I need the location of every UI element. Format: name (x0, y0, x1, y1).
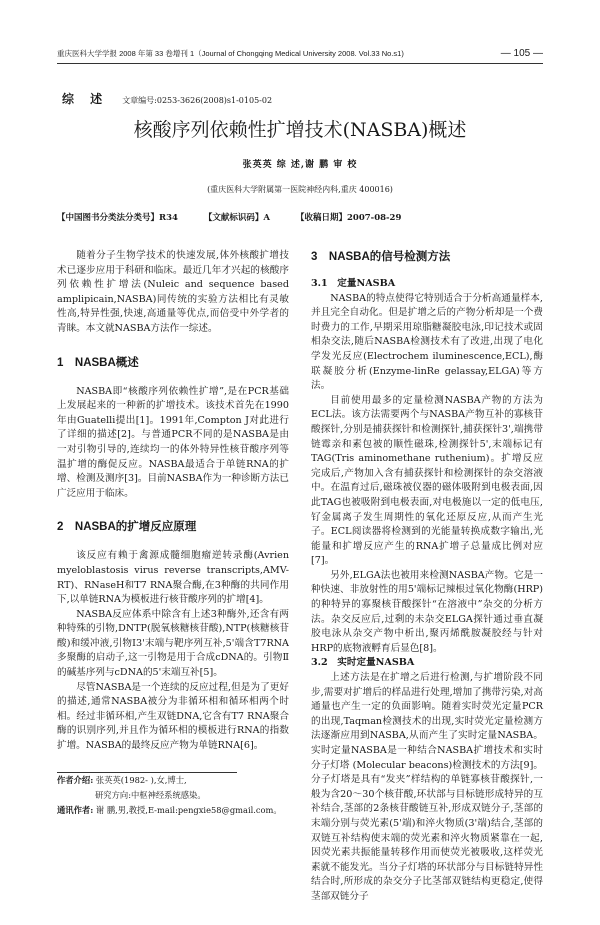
classification-number: 【中国图书分类法分类号】R34 (57, 213, 178, 223)
subsection-3-1-paragraph-2: 目前使用最多的定量检测NASBA产物的方法为ECL法。该方法需要两个与NASBA产物互补的寡核苷酸探针,分别是捕获探针和检测探针,捕获探针3',端携带链霉亲和素包被的顺性磁珠,检测探针5',末端标记有TAG(Tris aminomethane ruthenium)。扩增反应完成后,产物加入含有捕获探针和检测探针的杂交溶液中。在温育过后,磁珠被仪器的磁体吸附到电极表面,因此TAG也被吸附到电极表面,对电极施以一定的低电压,钌金属离子发生周期性的氧化还原反应,从而产生光子。ECL阅读器将检测到的光能量转换成数字输出,光能量和扩增反应产生的RNA扩增子总量成比例对应[7]。 (311, 394, 543, 567)
article-type: 综 述 (62, 92, 109, 106)
article-number: 文章编号:0253-3626(2008)s1-0105-02 (122, 96, 273, 105)
section-1-paragraph: NASBA即“核酸序列依赖性扩增”,是在PCR基础上发展起来的一种新的扩增技术。该技术首先在1990年由Guatelli提出[1]。1991年,Compton J对此进行了详细的描述[2]。与普通PCR不同的是NASBA是由一对引物引导的,连续均一的体外特异性核苷酸序列等温扩增的酶促反应。NASBA最适合于单链RNA的扩增、检测及测序[3]。目前NASBA作为一种诊断方法已广泛应用于临床。 (57, 385, 289, 499)
section-2-heading: 2 NASBA的扩增反应原理 (57, 521, 197, 534)
article-type-row (62, 90, 543, 107)
author-intro-label: 作者介绍: (57, 774, 94, 785)
header-rule (57, 63, 543, 64)
authors: 张英英 综 述,谢 鹏 审 校 (242, 160, 358, 170)
corresponding-info: 谢 鹏,男,教授,E-mail:pengxie58@gmail.com。 (95, 804, 282, 815)
author-intro (57, 773, 289, 788)
page-number: — 105 — (500, 48, 543, 59)
section-2-paragraph-2: NASBA反应体系中除含有上述3种酶外,还含有两种特殊的引物,DNTP(脱氧核糖核苷酸),NTP(核糖核苷酸)和缓冲液,引物Ⅰ3'末端与靶序列互补,5'端含T7RNA多聚酶的启动子,这一引物是用于合成cDNA的。引物Ⅱ的碱基序列与cDNA的5'末端互补[5]。 (57, 608, 289, 679)
section-2-paragraph-3: 尽管NASBA是一个连续的反应过程,但是为了更好的描述,通常NASBA被分为非循环相和循环相两个时相。经过非循环相,产生双链DNA,它含有T7 RNA聚合酶的识别序列,并且作为循环相的模板进行RNA的指数扩增。NASBA的最终反应产物为单链RNA[6]。 (57, 681, 289, 752)
document-code: 【文献标识码】A (203, 213, 271, 223)
journal-citation: 重庆医科大学学报 2008 年第 33 卷增刊 1（Journal of Chongqing Medical University 2008. Vol.33 No.s1) (57, 49, 404, 58)
article-title: 核酸序列依赖性扩增技术(NASBA)概述 (133, 119, 467, 141)
right-column (311, 249, 543, 905)
subsection-3-1-paragraph-1: NASBA的特点使得它特别适合于分析高通量样本,并且完全自动化。但是扩增之后的产物分析却是一个费时费力的工作,早期采用琼脂糖凝胶电泳,印记技术或固相杂交法,随后NASBA检测技术有了改进,出现了电化学发光反应(Electrochem iluminescence,ECL),酶联凝胶分析(Enzyme-linRe gelassay,ELGA)等方法。 (311, 292, 543, 392)
running-header (57, 48, 543, 59)
subsection-3-2-heading: 3.2 实时定量NASBA (311, 657, 415, 669)
corresponding-label: 通讯作者: (57, 804, 94, 815)
body-columns (57, 249, 543, 905)
corresponding-author (57, 803, 289, 818)
section-2-paragraph-1: 该反应有赖于禽源成髓细胞瘤逆转录酶(Avrien myeloblastosis virus reverse transcripts,AMV-RT)、RNaseH和T7 RNA聚合酶,在3种酶的共同作用下,以单链RNA为模板进行核苷酸序列的扩增[4]。 (57, 550, 289, 606)
article-metadata (57, 211, 543, 223)
intro-paragraph: 随着分子生物学技术的快速发展,体外核酸扩增技术已逐步应用于科研和临床。最近几年才兴起的核酸序列依赖性扩增法(Nuleic and sequence based amplipicain,NASBA)同传统的实验方法相比有灵敏性高,特异性强,快速,高通量等优点,而倍受中外学者的青睐。本文就NASBA方法作一综述。 (57, 250, 289, 334)
affiliation: (重庆医科大学附属第一医院神经内科,重庆 400016) (207, 185, 393, 194)
subsection-3-1-heading: 3.1 定量NASBA (311, 278, 396, 289)
subsection-3-2-paragraph: 上述方法是在扩增之后进行检测,与扩增阶段不同步,需要对扩增后的样品进行处理,增加了携带污染,对高通量也产生一定的负面影响。随着实时荧光定量PCR的出现,Taqman检测技术的出现,实时荧光定量检测方法逐渐应用到NASBA,从而产生了实时定量NASBA。实时定量NASBA是一种结合NASBA扩增技术和实时分子灯塔 (Molecular beacons)检测技术的方法[9]。分子灯塔是具有“发夹”样结构的单链寡核苷酸探针,一般为含20～30个核苷酸,环状部与目标链形成特异的互补结合,茎部的2条核苷酸链互补,形成双链分子,茎部的末端分别与荧光素(5'端)和淬火物质(3'端)结合,茎部的双链互补结构使末端的荧光素和淬火物质紧靠在一起,因荧光素共振能量转移作用而使荧光被吸收,这样荧光素就不能发光。当分子灯塔的环状部分与目标链特异性结合时,所形成的杂交分子比茎部双链结构更稳定,使得茎部双链分子 (311, 672, 543, 902)
subsection-3-1-paragraph-3: 另外,ELGA法也被用来检测NASBA产物。它是一种快速、非放射性的用5'端标记辣根过氧化物酶(HRP)的种特异的寡聚核苷酸探针“在溶液中”杂交的分析方法。杂交反应后,过剩的未杂交ELGA探针通过垂直凝胶电泳从杂交产物中析出,聚丙烯酰胺凝胶经与针对HRP的底物液孵育后显色[8]。 (311, 569, 543, 654)
research-direction: 研究方向:中枢神经系统感染。 (95, 789, 206, 800)
author-info: 张英英(1982- ),女,博士, (95, 774, 187, 785)
left-column (57, 249, 289, 905)
section-1-heading: 1 NASBA概述 (57, 356, 139, 369)
received-date: 【收稿日期】2007-08-29 (296, 213, 402, 223)
section-3-heading: 3 NASBA的信号检测方法 (311, 251, 451, 263)
